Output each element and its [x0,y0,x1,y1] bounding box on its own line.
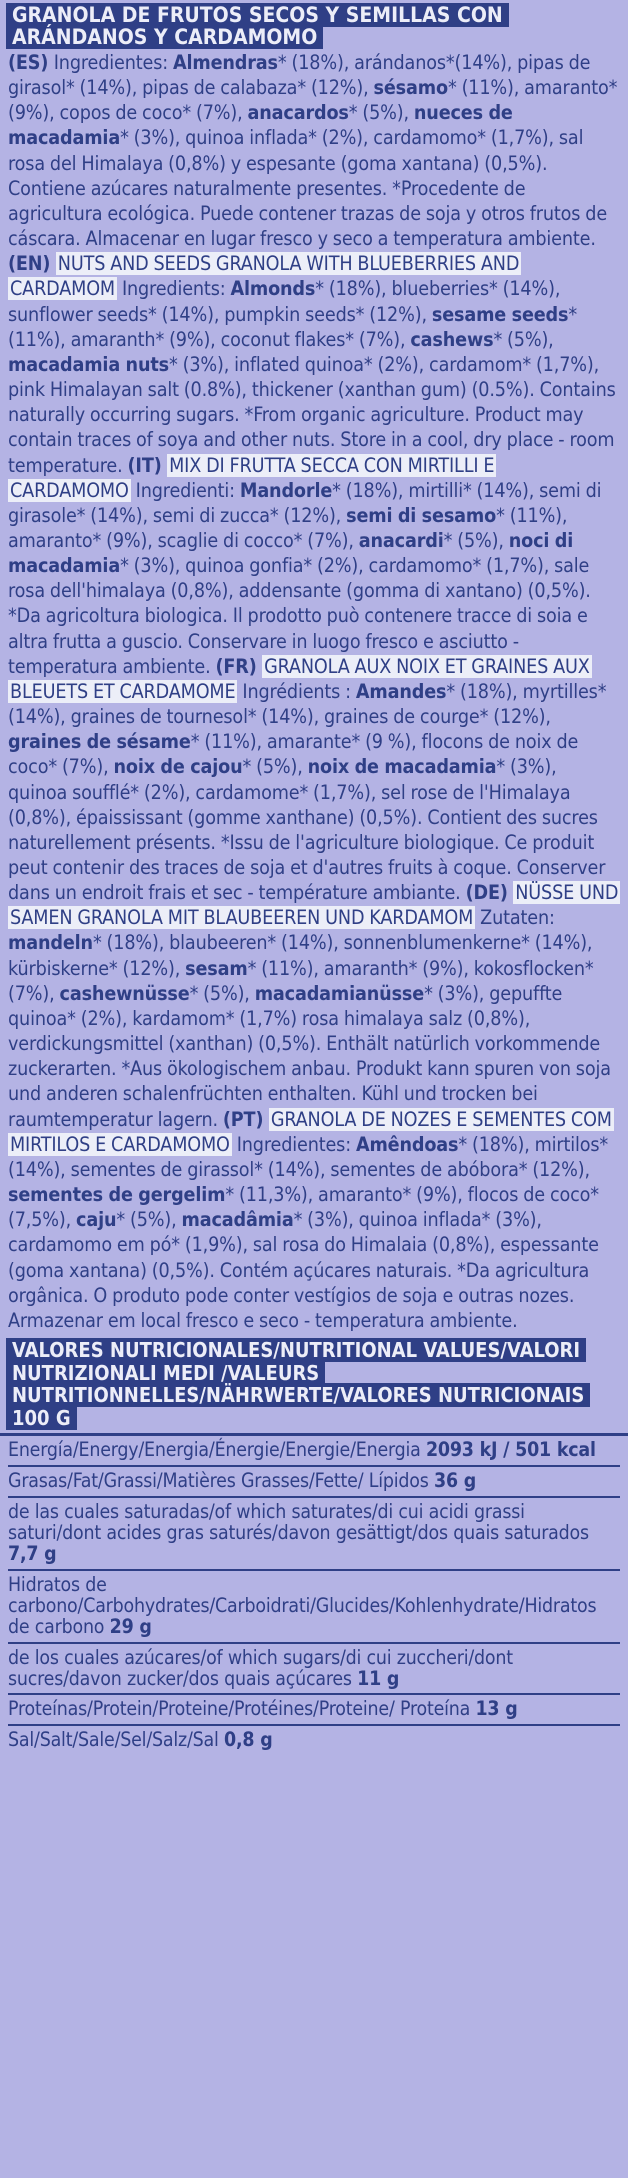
product-title: GRANOLA DE FRUTOS SECOS Y SEMILLAS CON ARÁNDANOS Y CARDAMOMO [6,3,509,49]
bold-text: mandeln [8,931,93,955]
nutrition-row [8,1471,620,1492]
nutrition-label: Grasas/Fat/Grassi/Matières Grasses/Fette/ Lípidos [8,1469,435,1493]
bold-text: sesame seeds [431,302,569,326]
ingredient-text: Ingredienti: [130,478,240,502]
ingredient-text: * (18%), arándanos*(14%), pipas de girasol* (14%), pipas de calabaza* (12%), [8,51,591,100]
ingredient-text: Ingredientes: [231,1132,356,1156]
bold-text: sésamo [373,76,448,100]
bold-text: cashews [410,327,494,351]
bold-text: sesam [185,956,248,980]
bold-text: caju [76,1208,117,1232]
bold-text: nueces de macadamia [8,101,513,150]
ingredient-text: * (3%), quinoa gonfia* (2%), cardamomo* (1,7%), sale rosa dell'himalaya (0,8%), addensante (gomma di xantano) (0,5%). *Da agricoltura biologica. Il prodotto può contenere tracce di soia e altra frutta a guscio. Conservare in luogo fresco e asciutto - temperatura ambiente. [8,554,591,678]
nutrition-value: 7,7 g [8,1541,57,1565]
bold-text: Amandes [355,679,447,703]
ingredient-text: * (18%), blueberries* (14%), sunflower seeds* (14%), pumpkin seeds* (12%), [8,277,561,326]
ingredient-text: * (5%), [189,981,255,1005]
ingredient-text: * (5%), [443,528,509,552]
nutrition-row [8,1440,620,1461]
ingredient-text: Ingredientes: [53,51,173,74]
bold-text: sementes de gergelim [8,1183,226,1207]
nutrition-value: 29 g [109,1614,152,1638]
nutrition-label: de las cuales saturadas/of which saturates/di cui acidi grassi saturi/dont acides gras saturés/davon gesättigt/dos quais saturados [8,1500,589,1545]
ingredient-text: * (11%), amaranto* (9%), copos de coco* (7%), [8,76,618,125]
nutrition-per: 100 G [12,1405,71,1430]
nutrition-heading-block [8,1339,620,1429]
bold-text: anacardi [358,528,444,552]
row-divider [8,1724,620,1726]
ingredient-text: Zutaten: [475,906,555,930]
bold-text: (IT) [127,453,168,477]
bold-text: cashewnüsse [59,981,190,1005]
nutrition-value: 11 g [357,1666,400,1690]
bold-text: Mandorle [239,478,333,502]
nutrition-value: 2093 kJ / 501 kcal [425,1438,596,1462]
row-divider [8,1465,620,1467]
ingredient-text: * (3%), inflated quinoa* (2%), cardamom* (1,7%), pink Himalayan salt (0.8%), thickener (xanthan gum) (0.5%). Contains naturally occurring sugars. *From organic agriculture. Product may contain traces of soya and other nuts. Store in a cool, dry place - room temperature. [8,352,616,477]
ingredient-text: Ingredients: [117,277,231,301]
nutrition-table [8,1440,620,1751]
ingredient-text: * (11%), amarante* (9 %), flocons de noix de coco* (7%), [8,730,579,779]
ingredient-text: * (5%), [493,327,554,351]
bold-text: macadamia nuts [8,352,169,376]
ingredient-text: * (3%), gepuffte quinoa* (2%), kardamom* (1,7%) rosa himalaya salz (0,8%), verdickungsmittel (xanthan) (0,5%). Enthält natürlich vorkommende zuckerarten. *Aus ökologischem anbau. Produkt kann spuren von soja und anderen schalenfrüchten enthalten. Kühl und trocken bei raumtemperatur lagern. [8,981,611,1131]
bold-text: semi di sesamo [346,503,497,527]
ingredient-text: * (3%), quinoa inflada* (2%), cardamomo* (1,7%), sal rosa del Himalaya (0,8%) y espesante (goma xantana) (0,5%). Contiene azúcares naturalmente presentes. *Procedente de agricultura ecológica. Puede contener trazas de soja y otros frutos de cáscara. Almacenar en lugar fresco y seco a temperatura ambiente. [8,126,608,251]
ingredient-text: Ingrédients : [237,679,356,703]
bold-text: (ES) [8,51,54,74]
ingredient-text: * (18%), blaubeeren* (14%), sonnenblumenkerne* (14%), kürbiskerne* (12%), [8,931,593,980]
bold-text: Almendras [172,51,278,74]
ingredient-text: * (3%), quinoa soufflé* (2%), cardamome* (1,7%), sel rose de l'Himalaya (0,8%), épaississant (gomme xanthane) (0,5%). Contient des sucres naturellement présents. *Issu de l'agriculture biologique. Ce produit peut contenir des traces de soja et d'autres fruits à coque. Conserver dans un endroit frais et sec - température ambiante. [8,755,606,905]
nutrition-row [8,1572,620,1638]
bold-text: Almonds [230,277,316,301]
nutrition-row [8,1645,620,1690]
nutrition-label: Hidratos de carbono/Carbohydrates/Carboidrati/Glucides/Kohlenhydrate/Hidratos de carbono [8,1572,597,1638]
ingredient-text: * (11,3%), amaranto* (9%), flocos de coco* (7,5%), [8,1183,599,1232]
bold-text: noix de macadamia [307,755,497,779]
section-product-name: NUTS AND SEEDS GRANOLA WITH BLUEBERRIES AND CARDAMOM [10,252,520,301]
section-product-name: MIX DI FRUTTA SECCA CON MIRTILLI E CARDAMOMO [10,453,495,502]
nutrition-label: Energía/Energy/Energia/Énergie/Energie/Energia [8,1438,426,1462]
nutrition-heading: VALORES NUTRICIONALES/NUTRITIONAL VALUES/VALORI NUTRIZIONALI MEDI /VALEURS NUTRITIONNELLES/NÄHRWERTE/VALORES NUTRICIONAIS [12,1337,585,1408]
ingredient-text: * (5%), [116,1208,182,1232]
ingredient-text: * (3%), quinoa inflada* (3%), cardamomo em pó* (1,9%), sal rosa do Himalaia (0,8%), espessante (goma xantana) (0,5%). Contém açúcares naturais. *Da agricultura orgânica. O produto pode conter vestígios de soja e outras nozes. Armazenar em local fresco e seco - temperatura ambiente. [8,1208,599,1332]
nutrition-label: Proteínas/Protein/Proteine/Protéines/Proteine/ Proteína [8,1697,476,1721]
bold-text: (DE) [465,881,514,905]
nutrition-label: Sal/Salt/Sale/Sel/Salz/Sal [8,1728,225,1752]
bold-text: noix de cajou [113,755,243,779]
ingredients-text [8,50,620,1333]
nutrition-value: 13 g [475,1697,518,1721]
nutrition-value: 0,8 g [224,1728,273,1752]
row-divider [8,1693,620,1695]
ingredient-text: * (5%), [242,755,308,779]
ingredient-text: * (18%), mirtilli* (14%), semi di girasole* (14%), semi di zucca* (12%), [8,478,602,527]
ingredient-text: * (18%), mirtilos* (14%), sementes de girassol* (14%), sementes de abóbora* (12%), [8,1132,609,1181]
ingredient-text: * (18%), myrtilles* (14%), graines de tournesol* (14%), graines de courge* (12%), [8,679,607,729]
bold-text: graines de sésame [8,730,191,754]
section-product-name: GRANOLA DE NOZES E SEMENTES COM MIRTILOS E CARDAMOMO [10,1107,612,1156]
nutrition-row [8,1699,620,1720]
product-title-block [8,4,620,48]
section-product-name: GRANOLA AUX NOIX ET GRAINES AUX BLEUETS ET CARDAMOME [10,654,590,703]
bold-text: Amêndoas [355,1132,459,1156]
bold-text: (FR) [215,654,263,678]
nutrition-row [8,1730,620,1751]
bold-text: (EN) [8,252,56,276]
ingredient-text: * (5%), [348,101,414,125]
nutrition-value: 36 g [434,1469,477,1493]
section-product-name: NÜSSE UND SAMEN GRANOLA MIT BLAUBEEREN UND KARDAMOM [10,881,619,930]
bold-text: noci di macadamia [8,528,574,578]
row-divider [8,1496,620,1498]
ingredient-text: * (11%), amaranth* (9%), coconut flakes* (7%), [8,302,578,351]
nutrition-row [8,1502,620,1565]
ingredient-text: * (11%), amaranto* (9%), scaglie di cocco* (7%), [8,503,568,552]
bold-text: (PT) [222,1107,269,1131]
row-divider [8,1642,620,1644]
divider [0,1433,628,1436]
nutrition-label: de los cuales azúcares/of which sugars/di cui zuccheri/dont sucres/davon zucker/dos quais açúcares [8,1645,513,1690]
bold-text: anacardos [247,101,349,125]
bold-text: macadâmia [181,1208,294,1232]
ingredient-text: * (11%), amaranth* (9%), kokosflocken* (7%), [8,956,594,1005]
bold-text: macadamianüsse [254,981,425,1005]
row-divider [8,1569,620,1571]
